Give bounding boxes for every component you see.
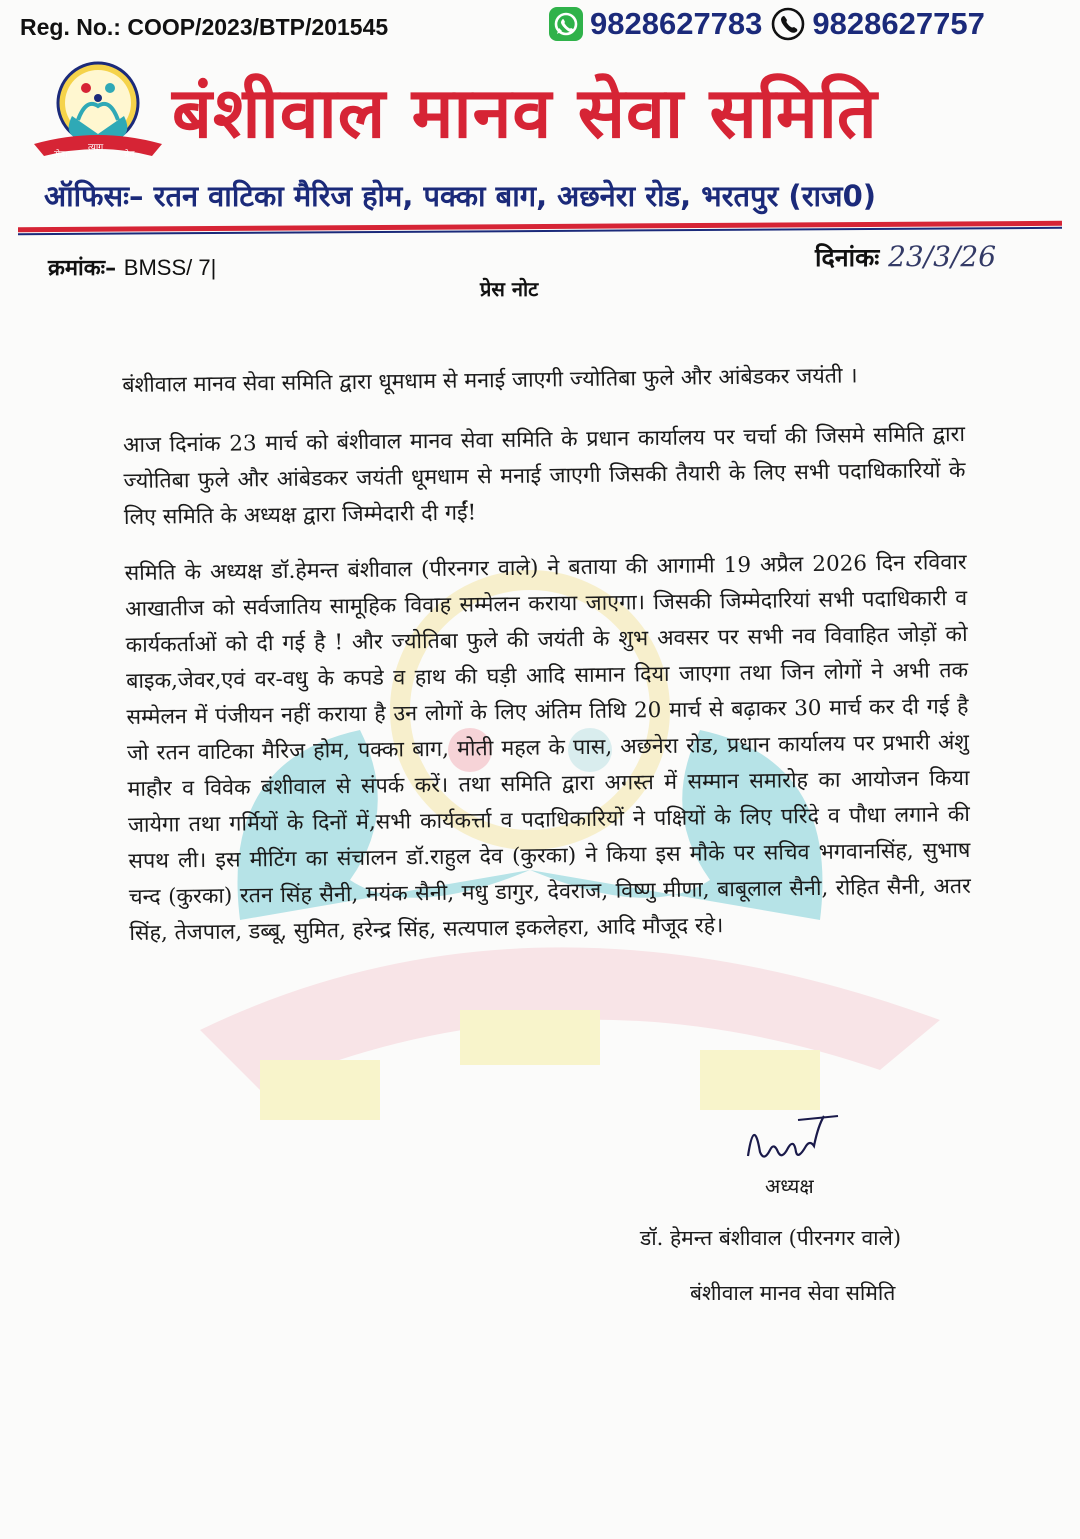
signatory-name: डॉ. हेमन्त बंशीवाल (पीरनगर वाले): [640, 1226, 902, 1250]
call-contact: [770, 6, 984, 42]
date-label: दिनांकः: [815, 243, 880, 272]
press-note-body: [122, 357, 972, 952]
handwritten-signature: [738, 1108, 848, 1168]
logo-text-seva: सेवा: [54, 150, 68, 160]
date-value: 23/3/26: [888, 240, 997, 273]
organization-logo: [28, 58, 168, 168]
contact-phones: [548, 6, 985, 42]
press-note-heading: प्रेस नोट: [480, 277, 539, 301]
letter-date: [815, 240, 996, 274]
whatsapp-contact: [548, 6, 762, 42]
call-number: 9828627757: [812, 6, 985, 41]
logo-text-prem: प्रेम: [124, 150, 135, 160]
reference-value: BMSS/ 7|: [123, 255, 217, 280]
organization-name: बंशीवाल मानव सेवा समिति: [172, 72, 878, 154]
office-address: ऑफिसः– रतन वाटिका मैरिज होम, पक्का बाग, अछनेरा रोड, भरतपुर (राज0): [44, 179, 877, 213]
body-paragraph-1: आज दिनांक 23 मार्च को बंशीवाल मानव सेवा समिति के प्रधान कार्यालय पर चर्चा की जिसमे समिति द्वारा ज्योतिबा फुले और आंबेडकर जयंती धूमधाम से मनाई जाएगी जिसकी तैयारी के लिए सभी पदाधिकारियों के लिए समिति के अध्यक्ष द्वारा जिम्मेदारी दी गईं!: [122, 421, 966, 530]
registration-number: Reg. No.: COOP/2023/BTP/201545: [20, 14, 389, 40]
whatsapp-icon: [548, 6, 584, 42]
signatory-organization: बंशीवाल मानव सेवा समिति: [690, 1281, 896, 1305]
reference-number: [48, 252, 216, 282]
body-paragraph-2: समिति के अध्यक्ष डॉ.हेमन्त बंशीवाल (पीरनगर वाले) ने बताया की आगामी 19 अप्रैल 2026 दिन रविवार आखातीज को सर्वजातिय सामूहिक विवाह सम्मेलन कराया जाएगा। जिसकी जिम्मेदारियां सभी पदाधिकारी व कार्यकर्ताओं को दी गई है ! और ज्योतिबा फुले की जयंती के शुभ अवसर पर सभी नव विवाहित जोड़ों को बाइक,जेवर,एवं वर-वधु के कपडे व हाथ की घड़ी आदि सामान दिया जाएगा तथा जिन लोगों ने अभी तक सम्मेलन में पंजीयन नहीं कराया है उन लोगों के लिए अंतिम तिथि 20 मार्च से बढ़ाकर 30 मार्च कर दी गई है जो रतन वाटिका मैरिज होम, पक्का बाग, मोती महल के पास, अछनेरा रोड, प्रधान कार्यालय पर प्रभारी अंशु माहौर व विवेक बंशीवाल से संपर्क करें। तथा समिति द्वारा अगस्त में सम्मान समारोह का आयोजन किया जायेगा तथा गर्मियों के दिनों में,सभी कार्यकर्त्ता व पदाधिकारियों ने पक्षियों के लिए परिंदे व पौधा लगाने की सपथ ली। इस मीटिंग का संचालन डॉ.राहुल देव (कुरका) ने किया इस मौके पर सचिव भगवानसिंह, सुभाष चन्द (कुरका) रतन सिंह सैनी, मयंक सैनी, मधु डागुर, देवराज, विष्णु मीणा, बाबूलाल सैनी, रोहित सैनी, अतर सिंह, तेजपाल, डब्बू, सुमित, हरेन्द्र सिंह, सत्यपाल इकलेहरा, आदि मौजूद रहे।: [124, 549, 972, 946]
reference-label: क्रमांकः–: [48, 256, 117, 281]
logo-text-tyag: त्याग: [88, 143, 104, 153]
body-headline: बंशीवाल मानव सेवा समिति द्वारा धूमधाम से मनाई जाएगी ज्योतिबा फुले और आंबेडकर जयंती ।: [122, 363, 858, 398]
whatsapp-number: 9828627783: [590, 6, 763, 41]
signatory-post: अध्यक्ष: [765, 1174, 814, 1198]
phone-icon: [770, 6, 806, 42]
